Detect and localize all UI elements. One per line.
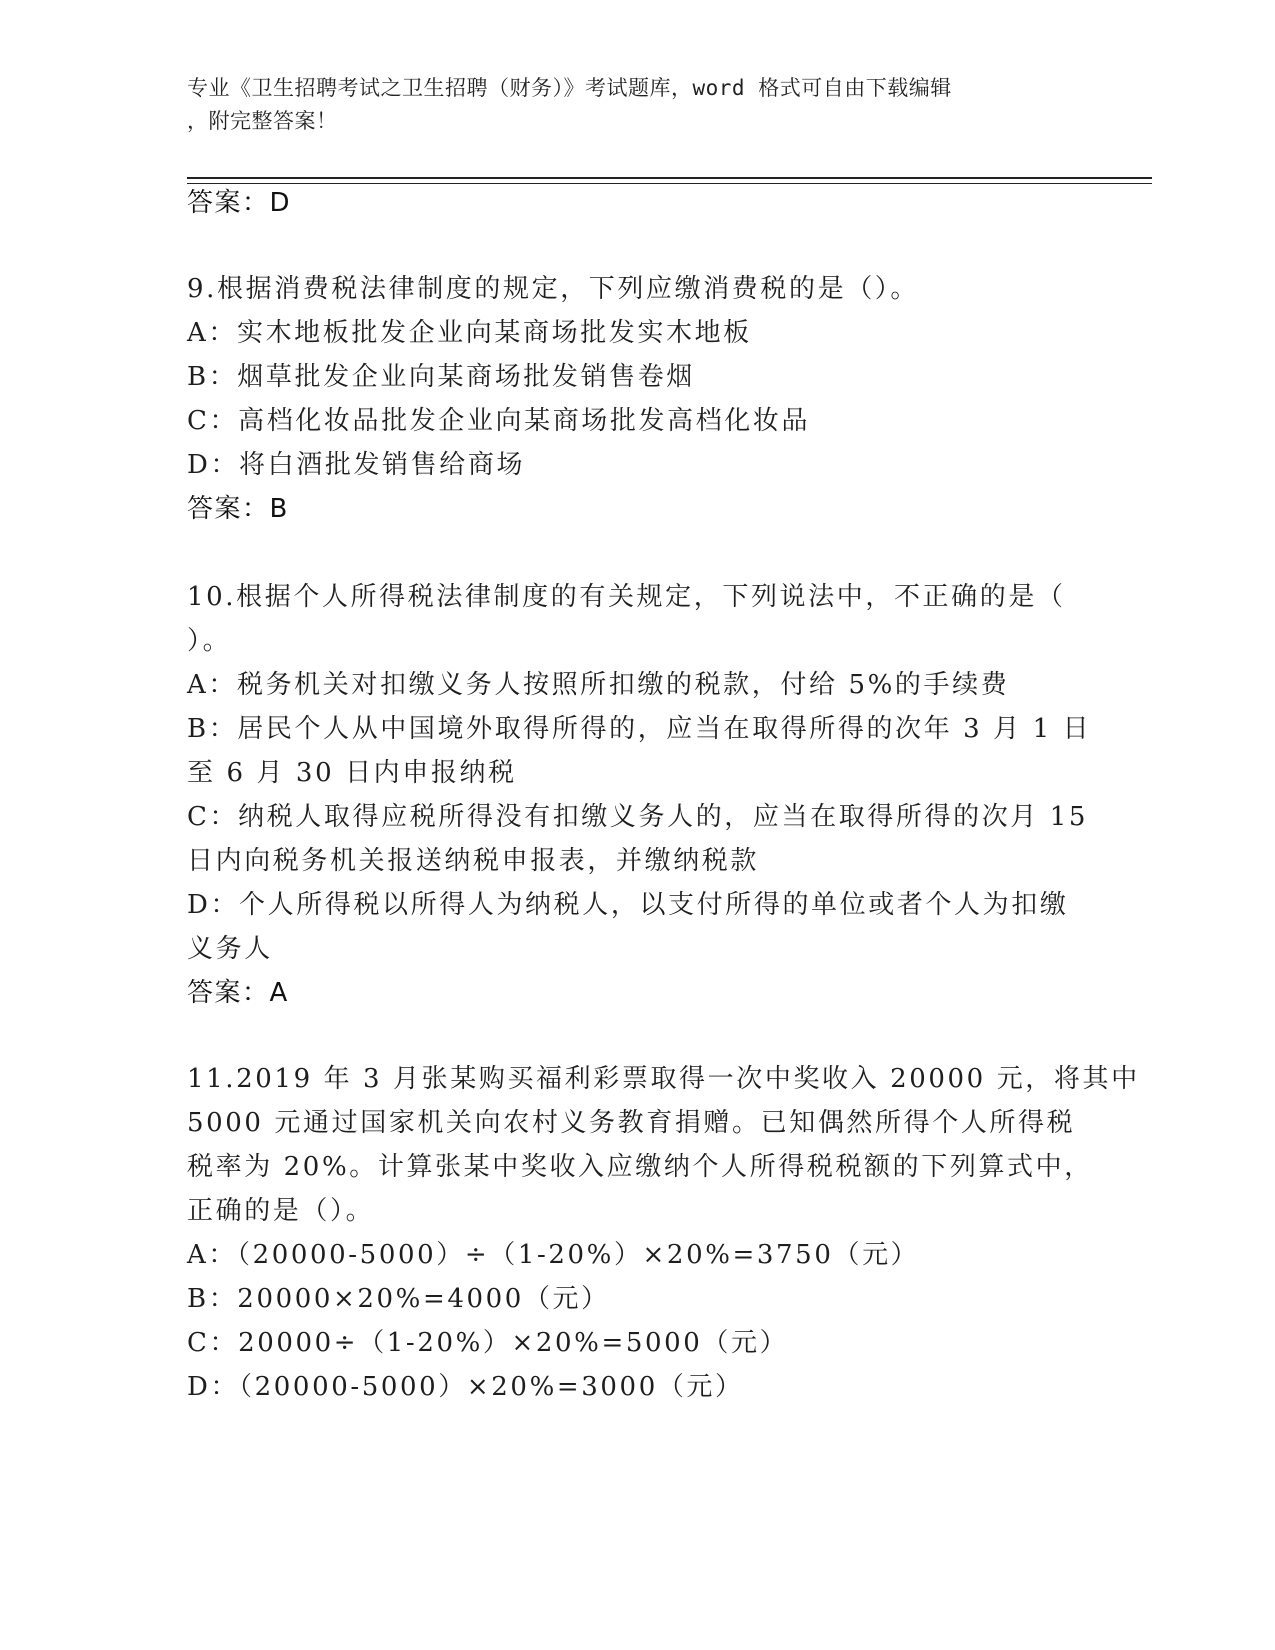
answer-label: 答案：D: [187, 188, 292, 218]
question-stem: 正确的是（）。: [187, 1196, 375, 1226]
option-a: A：税务机关对扣缴义务人按照所扣缴的税款，付给 5%的手续费: [187, 670, 1010, 700]
option-b: 至 6 月 30 日内申报纳税: [187, 758, 517, 788]
option-a: A：实木地板批发企业向某商场批发实木地板: [187, 318, 752, 348]
option-c: C：20000÷（1-20%）×20%=5000（元）: [187, 1328, 789, 1358]
option-c: C：高档化妆品批发企业向某商场批发高档化妆品: [187, 406, 811, 436]
header-line: ，附完整答案！: [187, 109, 338, 133]
header-rule-thin: [187, 183, 1152, 184]
answer-label: 答案：A: [187, 978, 289, 1008]
header-line: 专业《卫生招聘考试之卫生招聘（财务）》考试题库，word 格式可自由下载编辑: [187, 76, 952, 100]
document-header: [187, 72, 1067, 138]
question-stem: 5000 元通过国家机关向农村义务教育捐赠。已知偶然所得个人所得税: [187, 1108, 1076, 1138]
option-b: B：20000×20%=4000（元）: [187, 1284, 610, 1314]
option-d: D：个人所得税以所得人为纳税人，以支付所得的单位或者个人为扣缴: [187, 890, 1069, 920]
answer-label: 答案：B: [187, 494, 289, 524]
option-d: 义务人: [187, 934, 273, 964]
option-c: 日内向税务机关报送纳税申报表，并缴纳税款: [187, 846, 760, 876]
option-b: B：烟草批发企业向某商场批发销售卷烟: [187, 362, 695, 392]
option-c: C：纳税人取得应税所得没有扣缴义务人的，应当在取得所得的次月 15: [187, 802, 1089, 832]
question-stem: 10.根据个人所得税法律制度的有关规定，下列说法中，不正确的是（: [187, 582, 1066, 612]
option-a: A：（20000-5000）÷（1-20%）×20%=3750（元）: [187, 1240, 920, 1270]
header-rule: [187, 177, 1152, 179]
option-d: D：（20000-5000）×20%=3000（元）: [187, 1372, 744, 1402]
question-stem: 9.根据消费税法律制度的规定，下列应缴消费税的是（）。: [187, 274, 920, 304]
question-stem: 税率为 20%。计算张某中奖收入应缴纳个人所得税税额的下列算式中，: [187, 1152, 1093, 1182]
question-stem: ）。: [187, 626, 232, 656]
option-d: D：将白酒批发销售给商场: [187, 450, 526, 480]
option-b: B：居民个人从中国境外取得所得的，应当在取得所得的次年 3 月 1 日: [187, 714, 1092, 744]
question-stem: 11.2019 年 3 月张某购买福利彩票取得一次中奖收入 20000 元，将其中: [187, 1064, 1140, 1094]
